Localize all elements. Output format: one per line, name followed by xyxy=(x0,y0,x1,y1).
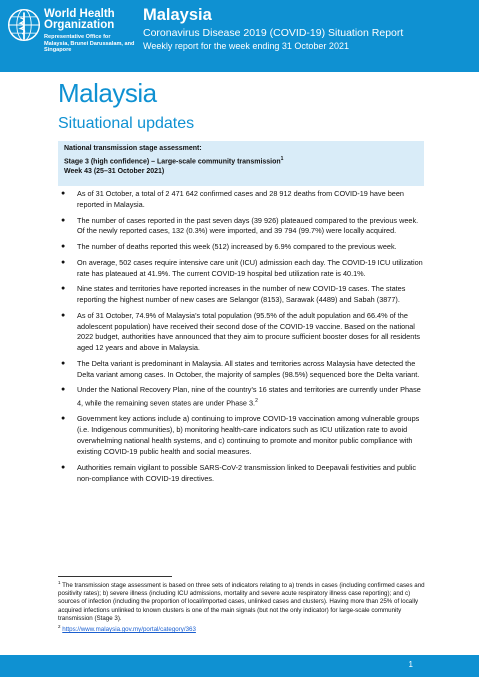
bullet-dot-icon: ● xyxy=(61,216,66,224)
assessment-heading: National transmission stage assessment: xyxy=(64,145,202,152)
bullet-dot-icon: ● xyxy=(61,190,66,197)
bullet-text: The number of deaths reported this week (512) increased by 6.9% compared to the previous week. xyxy=(77,242,397,251)
bullet-text: On average, 502 cases require intensive care unit (ICU) admission each day. The COVID-19 ICU utilization rate has plateaued at 41.9%. The current COVID-19 hospital bed utilization rate is 40.1%. xyxy=(77,257,423,278)
who-name-line2: Organization xyxy=(44,19,115,31)
bullet-item xyxy=(58,414,424,458)
report-header xyxy=(0,0,479,72)
who-office: Representative Office for Malaysia, Brunei Darussalam, and Singapore xyxy=(44,34,135,54)
footnote-ref-2[interactable]: 2 xyxy=(255,398,258,405)
footnote-1-text: The transmission stage assessment is based on three sets of indicators relating to a) trends in cases (including confirmed cases and positivity rates); b) severe illness (including ICU admissions, mortality and severe acute respiratory illness case reporting); and c) sources of infection (including the proportion of local/imported cases, unlinked cases and clusters). Having more than 25% of locally acquired infections unlinked to known clusters is one of the main signals (but not the only indicator) for large-scale community transmission (Stage 3). xyxy=(58,582,425,622)
header-country: Malaysia xyxy=(143,6,212,24)
who-name-line1: World Health xyxy=(44,8,115,20)
page-number: 1 xyxy=(408,660,413,669)
bullet-item xyxy=(58,359,424,381)
assessment-stage-text: Stage 3 (high confidence) – Large-scale community transmission xyxy=(64,158,281,166)
bullet-item xyxy=(58,258,424,280)
bullet-dot-icon: ● xyxy=(61,463,66,471)
header-subtitle: Weekly report for the week ending 31 October 2021 xyxy=(143,41,349,51)
bullet-text: As of 31 October, a total of 2 471 642 confirmed cases and 28 912 deaths from COVID-19 have been reported in Malaysia. xyxy=(77,189,404,209)
footnote-ref-1[interactable]: 1 xyxy=(280,156,284,162)
bullet-item xyxy=(58,385,424,409)
bullet-item xyxy=(58,242,424,253)
footnotes xyxy=(58,579,426,634)
footnote-2-link[interactable]: https://www.malaysia.gov.my/portal/category/363 xyxy=(62,626,196,634)
bullet-dot-icon: ● xyxy=(61,386,66,394)
bullet-text: Nine states and territories have reported increases in the number of new COVID-19 cases. The states reporting the highest number of new cases are Selangor (8153), Sarawak (4489) and Sabah (3877). xyxy=(77,284,406,304)
bullet-text: Authorities remain vigilant to possible SARS-CoV-2 transmission linked to Deepavali festivities and public non-compliance with COVID-19 directives. xyxy=(77,462,417,483)
bullet-text: The number of cases reported in the past seven days (39 926) plateaued compared to the previous week. Of the newly reported cases, 132 (0.3%) were imported, and 39 794 (99.7%) were locally acquired. xyxy=(77,215,419,236)
bullet-dot-icon: ● xyxy=(61,243,66,250)
bullet-dot-icon: ● xyxy=(61,258,66,266)
assessment-box xyxy=(58,141,424,186)
assessment-week: Week 43 (25–31 October 2021) xyxy=(64,168,165,176)
bullet-item xyxy=(58,189,424,211)
who-name xyxy=(44,9,134,31)
bullet-text: As of 31 October, 74.9% of Malaysia’s total population (95.5% of the adult population and 66.4% of the adolescent population) have received their second dose of the COVID-19 vaccine. Based on the national 2022 budget, authorities have announced that they aim to procure sufficient booster doses for all residents aged 12 years and above in Malaysia. xyxy=(77,310,421,353)
bullet-item xyxy=(58,216,424,238)
footnote-2-number: 2 xyxy=(58,624,61,630)
situation-bullet-list xyxy=(58,189,424,489)
section-title: Situational updates xyxy=(58,115,195,132)
page-title: Malaysia xyxy=(58,78,157,108)
bullet-text: The Delta variant is predominant in Malaysia. All states and territories across Malaysia have detected the Delta variant among cases. In October, the majority of samples (98.5%) sequenced bore the Delta variant. xyxy=(77,358,420,379)
bullet-dot-icon: ● xyxy=(61,311,66,319)
page-footer xyxy=(0,655,479,677)
footnote-2 xyxy=(58,623,426,634)
bullet-dot-icon: ● xyxy=(61,285,66,293)
footnote-1-number: 1 xyxy=(58,580,61,585)
footnote-divider xyxy=(58,576,172,577)
header-title: Coronavirus Disease 2019 (COVID-19) Situation Report xyxy=(143,27,404,39)
who-emblem-icon xyxy=(6,7,42,43)
footnote-1 xyxy=(58,579,426,623)
assessment-stage xyxy=(64,154,418,167)
bullet-dot-icon: ● xyxy=(61,359,66,367)
bullet-item xyxy=(58,463,424,485)
bullet-text: Government key actions include a) continuing to improve COVID-19 vaccination among vulnerable groups (i.e. Indigenous communities), b) monitoring health-care indicators such as ICU utilization rate to avoid overwhelming national health systems, and c) continuing to promote and monitor public compliance with existing COVID-19 public health and social measures. xyxy=(77,414,420,457)
bullet-text: Under the National Recovery Plan, nine of the country’s 16 states and territories are currently under Phase 4, while the remaining seven states are under Phase 3. xyxy=(77,385,421,408)
bullet-item xyxy=(58,311,424,355)
bullet-dot-icon: ● xyxy=(61,415,66,423)
bullet-item xyxy=(58,284,424,306)
